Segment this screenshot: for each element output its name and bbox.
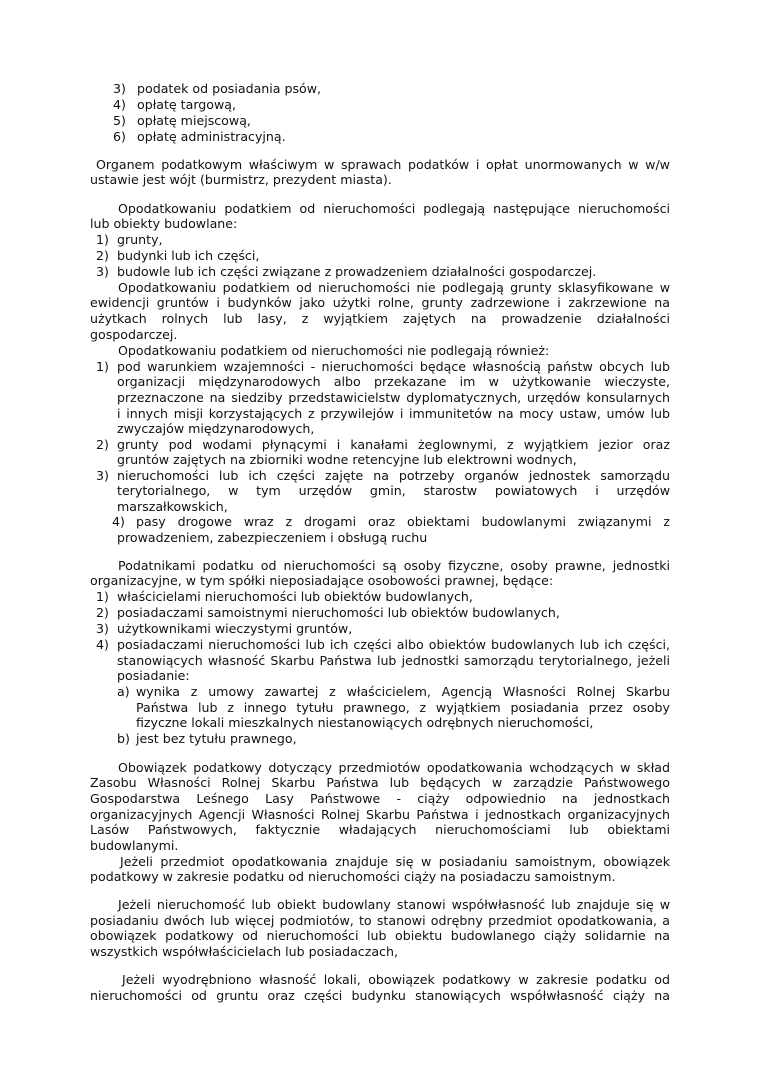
list-number: 5) <box>113 113 126 128</box>
paragraph-line: budowlanymi. <box>90 838 179 853</box>
list-item-line: zwyczajów międzynarodowych, <box>117 421 315 436</box>
list-number: 2) <box>96 248 109 263</box>
list-number: 4) <box>112 514 125 529</box>
list-item-line: grunty pod wodami płynącymi i kanałami żeglownymi, z wyjątkiem jezior oraz <box>117 437 670 452</box>
paragraph-line: organizacyjnych Agencji Własności Rolnej Skarbu Państwa i jednostkach organizacyjnych <box>90 807 670 822</box>
list-item-line: jest bez tytułu prawnego, <box>136 731 297 746</box>
paragraph-line: posiadaniu dwóch lub więcej podmiotów, to stanowi odrębny przedmiot opodatkowania, a <box>90 913 670 928</box>
paragraph-line: gospodarczej. <box>90 327 178 342</box>
paragraph-line: wszystkich współwłaścicielach lub posiadaczach, <box>90 944 398 959</box>
list-number: b) <box>117 731 130 746</box>
list-number: 3) <box>96 468 109 483</box>
paragraph-line: Opodatkowaniu podatkiem od nieruchomości podlegają następujące nieruchomości <box>118 201 670 216</box>
list-number: 1) <box>96 359 109 374</box>
paragraph-line: lub obiekty budowlane: <box>90 216 238 231</box>
list-number: 4) <box>113 97 126 112</box>
list-item: podatek od posiadania psów, <box>137 81 322 96</box>
list-item-line: nieruchomości lub ich części zajęte na potrzeby organów jednostek samorządu <box>117 468 670 483</box>
paragraph-line: Podatnikami podatku od nieruchomości są osoby fizyczne, osoby prawne, jednostki <box>118 558 670 573</box>
list-number: a) <box>117 684 130 699</box>
list-item-line: stanowiących własność Skarbu Państwa lub jednostki samorządu terytorialnego, jeżeli <box>117 653 670 668</box>
paragraph-line: Lasów Państwowych, faktycznie władających nieruchomościami lub obiektami <box>90 822 670 837</box>
list-item-line: marszałkowskich, <box>117 499 228 514</box>
paragraph-line: Obowiązek podatkowy dotyczący przedmiotów opodatkowania wchodzących w skład <box>118 760 670 775</box>
paragraph-line: Organem podatkowym właściwym w sprawach podatków i opłat unormowanych w w/w <box>96 157 670 172</box>
paragraph-line: ewidencji gruntów i budynków jako użytki rolne, grunty zadrzewione i zakrzewione na <box>90 295 670 310</box>
list-number: 3) <box>96 621 109 636</box>
list-item-line: właścicielami nieruchomości lub obiektów budowlanych, <box>117 589 473 604</box>
paragraph-line: Opodatkowaniu podatkiem od nieruchomości nie podlegają również: <box>118 343 550 358</box>
paragraph-line: podatkowy w zakresie podatku od nieruchomości ciąży na posiadaczu samoistnym. <box>90 869 616 884</box>
list-number: 2) <box>96 437 109 452</box>
list-item: opłatę targową, <box>137 97 237 112</box>
list-item: grunty, <box>117 232 163 247</box>
paragraph-line: organizacyjne, w tym spółki nieposiadające osobowości prawnej, będące: <box>90 573 554 588</box>
list-number: 3) <box>113 81 126 96</box>
list-item-line: użytkownikami wieczystymi gruntów, <box>117 621 353 636</box>
list-number: 6) <box>113 129 126 144</box>
list-number: 1) <box>96 232 109 247</box>
list-item: opłatę miejscową, <box>137 113 251 128</box>
list-item-line: pasy drogowe wraz z drogami oraz obiektami budowlanymi związanymi z <box>136 514 670 529</box>
list-item-line: posiadaczami nieruchomości lub ich części albo obiektów budowlanych lub ich części, <box>117 637 670 652</box>
list-item-line: posiadaczami samoistnymi nieruchomości lub obiektów budowlanych, <box>117 605 560 620</box>
paragraph-line: Jeżeli wyodrębniono własność lokali, obowiązek podatkowy w zakresie podatku od <box>122 972 670 987</box>
list-item: budowle lub ich części związane z prowadzeniem działalności gospodarczej. <box>117 264 597 279</box>
list-item: opłatę administracyjną. <box>137 129 286 144</box>
paragraph-line: obowiązek podatkowy od nieruchomości lub obiektu budowlanego ciąży solidarnie na <box>90 928 670 943</box>
list-item-line: Państwa lub z innego tytułu prawnego, z wyjątkiem posiadania przez osoby <box>136 700 670 715</box>
list-item: budynki lub ich części, <box>117 248 260 263</box>
paragraph-line: Gospodarstwa Leśnego Lasy Państwowe - ciąży odpowiednio na jednostkach <box>90 791 670 806</box>
list-item-line: gruntów zajętych na zbiorniki wodne retencyjne lub elektrowni wodnych, <box>117 452 577 467</box>
paragraph-line: nieruchomości od gruntu oraz części budynku stanowiących współwłasność ciąży na <box>90 988 670 1003</box>
list-item-line: organizacji międzynarodowych albo przekazane im w użytkowanie wieczyste, <box>117 374 670 389</box>
paragraph-line: Zasobu Własności Rolnej Skarbu Państwa lub będących w zarządzie Państwowego <box>90 775 670 790</box>
list-item-line: wynika z umowy zawartej z właścicielem, Agencją Własności Rolnej Skarbu <box>136 684 670 699</box>
list-number: 2) <box>96 605 109 620</box>
list-item-line: i innych misji korzystających z przywilejów i immunitetów na mocy ustaw, umów lub <box>117 406 670 421</box>
list-item-line: posiadanie: <box>117 668 190 683</box>
list-number: 3) <box>96 264 109 279</box>
list-item-line: fizyczne lokali mieszkalnych niestanowiących odrębnych nieruchomości, <box>136 715 594 730</box>
list-item-line: prowadzeniem, zabezpieczeniem i obsługą ruchu <box>117 530 428 545</box>
paragraph-line: Jeżeli przedmiot opodatkowania znajduje się w posiadaniu samoistnym, obowiązek <box>120 854 670 869</box>
paragraph-line: ustawie jest wójt (burmistrz, prezydent miasta). <box>90 172 392 187</box>
list-item-line: przeznaczone na siedziby przedstawicielstw dyplomatycznych, urzędów konsularnych <box>117 390 670 405</box>
list-item-line: terytorialnego, w tym urzędów gmin, starostw powiatowych i urzędów <box>117 483 670 498</box>
list-item-line: pod warunkiem wzajemności - nieruchomości będące własnością państw obcych lub <box>117 359 670 374</box>
list-number: 4) <box>96 637 109 652</box>
list-number: 1) <box>96 589 109 604</box>
paragraph-line: użytkach rolnych lub lasy, z wyjątkiem zajętych na prowadzenie działalności <box>90 311 670 326</box>
paragraph-line: Opodatkowaniu podatkiem od nieruchomości nie podlegają grunty sklasyfikowane w <box>118 280 670 295</box>
paragraph-line: Jeżeli nieruchomość lub obiekt budowlany stanowi współwłasność lub znajduje się w <box>118 897 670 912</box>
